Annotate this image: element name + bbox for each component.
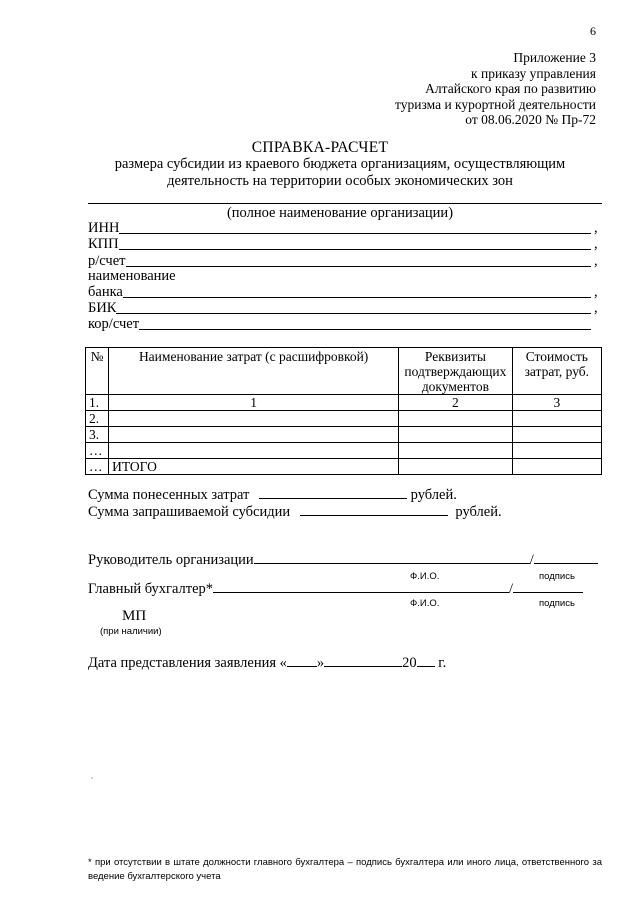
year-prefix: 20: [402, 655, 417, 671]
documents-cell[interactable]: [399, 427, 512, 443]
accountant-label: Главный бухгалтер*: [88, 581, 214, 597]
table-row: [86, 427, 602, 443]
slash: /: [509, 581, 514, 597]
header-documents: Реквизиты подтверждающих документов: [399, 348, 512, 395]
bank-name-field[interactable]: банка ,: [88, 284, 598, 300]
row-number: 2.: [86, 411, 109, 427]
year-input[interactable]: [417, 654, 435, 667]
amount-cell[interactable]: [512, 427, 601, 443]
annex-header: [395, 50, 596, 128]
header-cost-name: Наименование затрат (с расшифровкой): [109, 348, 399, 395]
subtitle-line: размера субсидии из краевого бюджета организациям, осуществляющим: [114, 156, 566, 172]
bik-field[interactable]: БИК ,: [88, 300, 598, 316]
cost-name-cell[interactable]: [109, 411, 399, 427]
day-input[interactable]: [287, 654, 317, 667]
row-number: …: [86, 443, 109, 459]
head-signature-line: [88, 551, 598, 569]
header-number: №: [86, 348, 109, 395]
annex-line: от 08.06.2020 № Пр-72: [465, 112, 596, 127]
column-number-cell: 1: [109, 395, 399, 411]
table-row: [86, 443, 602, 459]
bik-label: БИК: [88, 300, 117, 316]
costs-table: [85, 347, 602, 475]
account-line[interactable]: [126, 266, 592, 267]
amount-cell[interactable]: [512, 411, 601, 427]
corr-account-line[interactable]: [139, 329, 591, 330]
annex-line: Приложение 3: [513, 50, 596, 65]
kpp-line[interactable]: [119, 249, 591, 250]
accountant-fio-input[interactable]: [213, 580, 509, 593]
date-close-quote: »: [316, 655, 325, 671]
stamp-note: (при наличии): [100, 626, 162, 637]
documents-cell[interactable]: [399, 411, 512, 427]
documents-cell[interactable]: [399, 443, 512, 459]
stamp-label: МП: [122, 608, 147, 624]
page-number: 6: [590, 24, 596, 38]
year-suffix: г.: [438, 655, 447, 671]
bik-line[interactable]: [116, 313, 591, 314]
account-field[interactable]: р/счет ,: [88, 253, 598, 269]
inn-line[interactable]: [119, 233, 591, 234]
subtitle-line: деятельность на территории особых экономических зон: [167, 173, 513, 189]
total-amount-cell[interactable]: [512, 459, 601, 475]
inn-label: ИНН: [88, 220, 120, 236]
head-signature-caption: подпись: [539, 571, 575, 582]
header-cost-amount: Стоимость затрат, руб.: [512, 348, 601, 395]
row-number: 1.: [86, 395, 109, 411]
bank-name-label-2: банка: [88, 284, 123, 300]
requested-sum-unit: рублей.: [455, 504, 502, 520]
document-subtitle: [70, 156, 610, 190]
row-number: …: [86, 459, 109, 475]
annex-line: к приказу управления: [471, 65, 596, 81]
accountant-signature-line: [88, 580, 583, 598]
account-label: р/счет: [88, 253, 126, 269]
date-label: Дата представления заявления «: [88, 655, 287, 671]
document-title: СПРАВКА-РАСЧЕТ: [251, 139, 389, 156]
head-fio-caption: Ф.И.О.: [410, 571, 440, 582]
accountant-fio-caption: Ф.И.О.: [410, 598, 440, 609]
accountant-signature-caption: подпись: [539, 598, 575, 609]
corr-account-label: кор/счет: [88, 316, 140, 332]
incurred-sum-unit: рублей.: [410, 487, 457, 503]
kpp-field[interactable]: КПП ,: [88, 236, 598, 252]
table-row: [86, 411, 602, 427]
total-documents-cell[interactable]: [399, 459, 512, 475]
footnote: * при отсутствии в штате должности главного бухгалтера – подпись бухгалтера или иного лица, ответственного за ведение бухгалтерского учета: [88, 857, 602, 882]
requested-sum-line: [88, 503, 502, 521]
total-label: ИТОГО: [109, 459, 399, 475]
head-label: Руководитель организации: [88, 552, 254, 568]
org-name-line[interactable]: [88, 203, 602, 204]
head-signature-input[interactable]: [534, 551, 598, 564]
column-number-cell: 2: [399, 395, 512, 411]
table-total-row: [86, 459, 602, 475]
incurred-sum-input[interactable]: [259, 486, 407, 499]
month-input[interactable]: [324, 654, 402, 667]
slash: /: [529, 552, 534, 568]
requested-sum-input[interactable]: [300, 503, 448, 516]
amount-cell[interactable]: [512, 443, 601, 459]
cost-name-cell[interactable]: [109, 443, 399, 459]
row-number: 3.: [86, 427, 109, 443]
requested-sum-label: Сумма запрашиваемой субсидии: [88, 504, 291, 520]
table-row: [86, 395, 602, 411]
scan-dot: ,: [91, 771, 93, 780]
kpp-label: КПП: [88, 236, 119, 252]
incurred-sum-label: Сумма понесенных затрат: [88, 487, 250, 503]
cost-name-cell[interactable]: [109, 427, 399, 443]
accountant-signature-input[interactable]: [513, 580, 583, 593]
incurred-sum-line: [88, 486, 457, 504]
column-number-cell: 3: [512, 395, 601, 411]
bank-name-label-1: наименование: [88, 268, 176, 284]
submission-date-line: [88, 654, 446, 672]
head-fio-input[interactable]: [254, 551, 530, 564]
annex-line: Алтайского края по развитию: [425, 81, 596, 96]
org-name-caption: (полное наименование организации): [226, 205, 454, 221]
bank-name-line[interactable]: [123, 297, 591, 298]
table-header-row: [86, 348, 602, 395]
corr-account-field[interactable]: [88, 316, 602, 332]
annex-line: туризма и курортной деятельности: [395, 96, 596, 112]
inn-field[interactable]: ИНН ,: [88, 220, 598, 236]
